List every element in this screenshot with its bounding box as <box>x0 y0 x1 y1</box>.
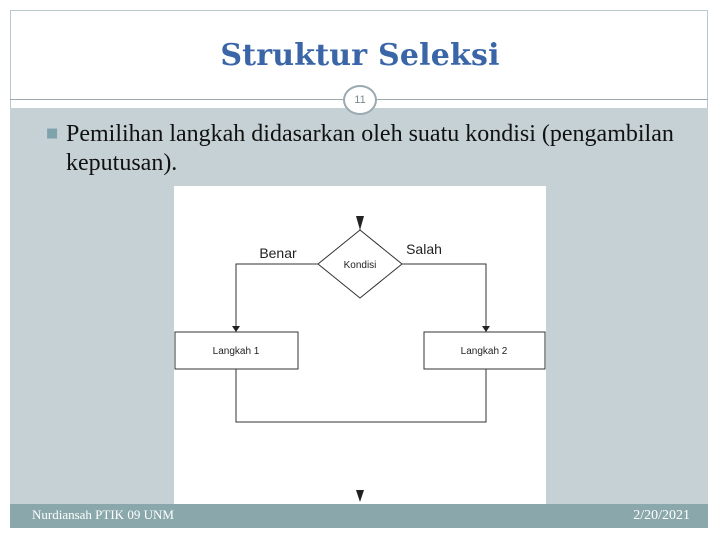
false-branch-line <box>402 264 486 326</box>
square-bullet-icon: ■ <box>46 126 59 141</box>
merge-line <box>236 369 486 422</box>
flowchart-diagram <box>174 186 546 504</box>
step2-arrow-icon <box>482 326 490 332</box>
bullet-text: Pemilihan langkah didasarkan oleh suatu kondisi (pengambilan keputusan). <box>66 121 674 176</box>
page-number-badge: 11 <box>343 85 377 115</box>
slide-title: Struktur Seleksi <box>220 38 500 73</box>
decision-label: Kondisi <box>343 260 377 271</box>
flowchart-figure <box>174 186 546 504</box>
exit-arrow-icon <box>356 490 364 502</box>
step1-label: Langkah 1 <box>212 346 260 357</box>
step2-label: Langkah 2 <box>460 346 508 357</box>
false-label: Salah <box>406 241 442 257</box>
true-branch-line <box>236 264 318 326</box>
footer-author: Nurdiansah PTIK 09 UNM <box>32 507 174 522</box>
step1-arrow-icon <box>232 326 240 332</box>
true-label: Benar <box>259 245 297 261</box>
entry-arrow-icon <box>356 216 364 230</box>
footer-date: 2/20/2021 <box>633 508 690 523</box>
